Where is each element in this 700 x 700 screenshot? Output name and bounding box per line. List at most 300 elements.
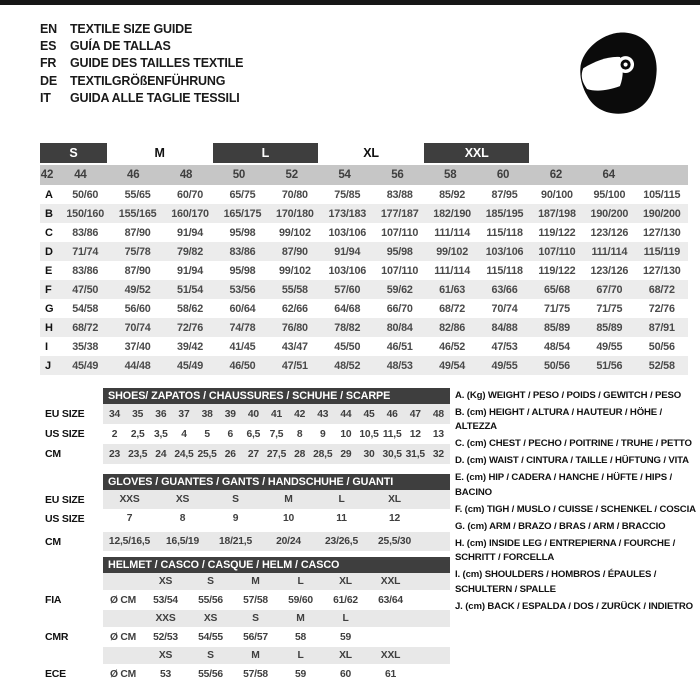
helmet-value: Ø CM [109,631,137,643]
measurement-value: 48/54 [543,340,570,353]
measurement-value: 46/51 [386,340,413,353]
measurement-value: 63/66 [491,283,518,296]
helmet-value: M [296,613,305,624]
measurement-value: 182/190 [433,207,471,220]
measurement-value: 190/200 [642,207,681,220]
measurement-value: 177/187 [380,207,419,220]
measurement-row-values [59,208,688,220]
textile-size-table [40,143,688,375]
measurement-value: 95/98 [386,245,413,258]
numeric-size: 44 [74,169,87,181]
helmet-value: XXL [380,576,401,587]
language-row [40,73,243,90]
gloves-row-values [103,490,450,509]
measurement-row-values [59,284,688,296]
helmet-section-header: HELMET / CASCO / CASQUE / HELM / CASCO [103,557,450,573]
shoes-value: 48 [432,408,444,420]
shoes-value: 27 [247,448,259,460]
helmet-row-values [103,590,450,610]
measurement-value: 68/72 [439,302,466,315]
measurement-row-letter: H [45,321,53,334]
measurement-value: 90/100 [541,188,573,201]
legend-item: A. (Kg) WEIGHT / PESO / POIDS / GEWITCH / PESO [455,390,682,401]
measurement-value: 119/122 [538,226,576,239]
measurement-row-letter: G [45,302,54,315]
top-border-strip [0,0,700,5]
measurement-value: 49/52 [124,283,151,296]
gloves-value: 16,5/19 [166,536,199,547]
helmet-value: S [207,576,214,587]
shoes-value: 31,5 [405,448,425,460]
shoes-value: 26 [224,448,236,460]
shoes-value: 9 [319,428,326,440]
gloves-row [45,532,450,551]
helmet-value: 58 [294,631,307,643]
gloves-value: XL [388,494,401,505]
legend-item: I. (cm) SHOULDERS / HOMBROS / ÉPAULES / SCHULTERN / SPALLE [455,569,657,595]
measurement-value: 84/88 [491,321,518,334]
measurement-value: 190/200 [590,207,629,220]
measurement-row [40,185,688,204]
legend-item: D. (cm) WAIST / CINTURA / TAILLE / HÜFTUNG / VITA [455,455,689,467]
gloves-value: M [284,494,293,505]
helmet-row-values [103,664,450,684]
measurement-value: 99/102 [278,264,311,277]
measurement-value: 45/49 [177,359,204,372]
helmet-value: XL [339,576,352,587]
helmet-value: 55/56 [198,594,223,606]
shoes-rows [45,404,450,464]
measurement-value: 107/110 [538,245,576,258]
legend-item: B. (cm) HEIGHT / ALTURA / HAUTEUR / HÖHE / ALTEZZA [455,407,663,433]
measurement-row-letter: A [45,188,53,201]
measurement-value: 49/55 [596,340,623,353]
measurement-value: 83/86 [72,264,99,277]
shoes-value: 32 [432,448,444,460]
measurement-value: 85/89 [596,321,623,334]
measurement-value: 49/54 [439,359,466,372]
shoes-value: 36 [155,408,167,420]
measurement-row [40,356,688,375]
measurement-value: 35/38 [72,340,99,353]
helmet-value: 59 [339,631,352,643]
measurement-value: 115/118 [486,264,523,277]
racing-helmet-icon [572,24,666,122]
measurement-value: 48/52 [334,359,361,372]
shoes-value: 3,5 [153,428,168,440]
shoes-row-values [103,444,450,464]
legend-item: H. (cm) INSIDE LEG / ENTREPIERNA / FOURCHE / SCHRITT / FORCELLA [455,537,676,564]
measurement-value: 83/88 [386,188,413,201]
shoes-value: 30,5 [382,448,402,460]
measurement-value: 111/114 [434,264,471,277]
helmet-row [45,573,450,590]
measurement-value: 52/58 [648,359,675,372]
numeric-size: 52 [285,169,298,181]
measurement-row-letter: F [45,283,52,296]
measurement-value: 127/130 [642,264,681,277]
shoes-value: 34 [109,408,121,420]
helmet-value: M [251,650,260,661]
measurement-value: 71/75 [596,302,623,315]
shoes-value: 23 [109,448,121,460]
shoes-value: 11,5 [382,428,402,440]
shoes-value: 6,5 [246,428,261,440]
helmet-value: XL [339,650,352,661]
measurement-value: 111/114 [434,226,471,239]
gloves-value: XS [175,494,190,505]
helmet-row [45,590,450,610]
helmet-value: 59 [294,668,307,680]
gloves-value: S [232,494,239,505]
shoes-value: 2 [111,428,118,440]
gloves-row-label: EU SIZE [45,493,85,506]
measurement-value: 72/76 [648,302,675,315]
measurement-value: 115/119 [643,245,680,258]
legend-item: F. (cm) TIGH / MUSLO / CUISSE / SCHENKEL / COSCIA [455,503,696,515]
gloves-value: 20/24 [276,536,301,547]
language-title: GUIDA ALLE TAGLIE TESSILI [70,90,240,105]
shoes-value: 37 [178,408,190,420]
measurement-value: 95/98 [229,264,256,277]
measurement-row-values [59,322,688,334]
helmet-size-section [45,557,450,684]
measurement-value: 45/50 [334,340,361,353]
numeric-size: 62 [549,169,563,181]
measurement-row [40,299,688,318]
shoes-value: 8 [296,428,303,440]
shoes-value: 40 [247,408,259,420]
measurement-value: 39/42 [177,340,204,353]
measurement-value: 68/72 [72,321,99,334]
measurement-value: 87/91 [648,321,675,334]
measurement-value: 60/70 [177,188,204,201]
size-group-label: XL [363,146,379,160]
measurement-row [40,204,688,223]
language-title: TEXTILGRÖßENFÜHRUNG [70,73,226,88]
helmet-value: 55/56 [198,668,223,680]
helmet-row [45,647,450,664]
gloves-rows [45,490,450,551]
helmet-value: L [297,576,304,587]
helmet-row-label: ECE [45,668,66,680]
numeric-size: 64 [602,169,615,181]
numeric-size: 42 [40,169,54,181]
numeric-size: 54 [338,169,351,181]
numeric-size: 50 [232,169,246,181]
language-title: GUIDE DES TAILLES TEXTILE [70,56,244,71]
gloves-value: 9 [232,513,239,524]
measurement-value: 46/52 [439,340,466,353]
measurement-legend [455,389,698,617]
language-title: TEXTILE SIZE GUIDE [70,22,193,36]
shoes-value: 39 [224,408,236,420]
measurement-row-values [59,360,688,372]
language-code: ES [40,39,57,54]
size-group-label: S [40,143,107,163]
shoes-value: 28 [294,448,306,460]
gloves-value: 23/26,5 [325,536,358,547]
measurement-row [40,242,688,261]
legend-item: G. (cm) ARM / BRAZO / BRAS / ARM / BRACCIO [455,520,666,532]
numeric-size-row [40,165,688,185]
measurement-value: 87/90 [124,226,151,239]
measurement-value: 44/48 [124,359,151,372]
helmet-row-values [103,610,450,627]
gloves-value: 8 [179,513,186,524]
helmet-value: 52/53 [153,631,178,643]
measurement-value: 79/82 [177,245,204,258]
measurement-row-values [59,246,688,258]
measurement-row [40,337,688,356]
measurement-value: 71/74 [72,245,99,258]
language-title-list [40,21,243,107]
helmet-value: 63/64 [378,594,403,606]
helmet-value: M [251,576,260,587]
measurement-row [40,223,688,242]
measurement-value: 65/68 [543,283,570,296]
measurement-value: 48/53 [386,359,413,372]
shoes-value: 13 [432,428,444,440]
measurement-value: 67/70 [596,283,623,296]
measurement-row-values [59,265,688,277]
gloves-value: L [338,494,345,505]
shoes-row-label: CM [45,448,61,460]
gloves-row-values [103,509,450,528]
measurement-value: 99/102 [436,245,469,258]
measurement-value: 66/70 [386,302,413,315]
helmet-row [45,610,450,627]
measurement-value: 87/90 [281,245,308,258]
helmet-value: Ø CM [109,594,137,606]
helmet-value: XS [203,613,218,624]
measurement-value: 55/58 [281,283,308,296]
measurement-row [40,318,688,337]
measurement-value: 87/90 [124,264,151,277]
helmet-value: S [207,650,214,661]
measurement-value: 61/63 [439,283,466,296]
shoes-value: 6 [227,428,233,440]
shoes-value: 35 [132,408,144,420]
measurement-row-letter: E [45,264,53,277]
helmet-value: 53 [159,668,172,680]
helmet-value: XXS [155,613,176,624]
measurement-value: 47/50 [72,283,99,296]
size-group-row [40,143,688,165]
measurement-value: 123/126 [590,264,629,277]
helmet-value: XXL [380,650,401,661]
measurement-value: 47/51 [281,359,308,372]
measurement-value: 187/198 [538,207,576,220]
measurement-row-values [59,341,688,353]
helmet-value: 57/58 [243,594,268,606]
measurement-value: 53/56 [229,283,256,296]
shoes-value: 47 [409,408,421,420]
numeric-size: 58 [444,169,457,181]
shoes-value: 41 [270,408,283,420]
helmet-value: 61/62 [333,594,358,606]
helmet-value: 60 [339,668,352,680]
gloves-row [45,509,450,528]
measurement-row-letter: D [45,245,53,258]
helmet-value: S [252,613,259,624]
measurement-value: 75/78 [124,245,151,258]
gloves-value: XXS [119,494,140,505]
shoes-value: 43 [317,408,329,420]
helmet-row-values [103,647,450,664]
measurement-value: 85/92 [439,188,466,201]
helmet-row [45,627,450,647]
measurement-row-values [59,189,688,201]
shoes-value: 46 [386,408,398,420]
gloves-section-header: GLOVES / GUANTES / GANTS / HANDSCHUHE / GUANTI [103,474,450,490]
legend-item: J. (cm) BACK / ESPALDA / DOS / ZURÜCK / INDIETRO [455,600,693,612]
gloves-value: 11 [336,513,347,524]
measurement-value: 59/62 [386,283,413,296]
measurement-value: 119/122 [538,264,576,277]
measurement-row-letter: B [45,207,53,220]
measurement-value: 165/175 [223,207,262,220]
measurement-row [40,261,688,280]
shoes-size-section [45,388,450,464]
shoes-value: 28,5 [313,448,333,460]
measurement-value: 46/50 [229,359,256,372]
shoes-value: 7,5 [269,428,284,440]
helmet-value: XS [158,576,173,587]
helmet-value: XS [158,650,173,661]
language-row [40,38,243,55]
shoes-value: 23,5 [128,448,148,460]
legend-item: C. (cm) CHEST / PECHO / POITRINE / TRUHE / PETTO [455,438,692,450]
measurement-value: 82/86 [439,321,466,334]
measurement-value: 72/76 [177,321,204,334]
gloves-row-label: US SIZE [45,512,85,525]
measurement-value: 75/85 [334,188,361,201]
measurement-value: 64/68 [334,302,361,315]
helmet-rows [45,573,450,684]
shoes-value: 2,5 [130,428,145,440]
measurement-value: 91/94 [177,264,204,277]
measurement-value: 185/195 [485,207,524,220]
gloves-row [45,490,450,509]
helmet-value: 59/60 [288,594,313,606]
helmet-value: L [342,613,349,624]
size-group-label: L [213,143,319,163]
measurement-value: 47/53 [491,340,518,353]
gloves-value: 7 [126,513,133,524]
helmet-value: L [297,650,304,661]
measurement-row-letter: I [45,340,48,353]
numeric-size: 60 [496,169,510,181]
language-code: DE [40,73,57,88]
helmet-row-label: CMR [45,631,69,643]
helmet-value: 57/58 [243,668,268,680]
shoes-value: 29 [340,448,352,460]
measurement-value: 160/170 [171,207,209,220]
gloves-value: 12,5/16,5 [108,536,151,547]
measurement-value: 70/74 [124,321,151,334]
measurement-value: 62/66 [281,302,308,315]
shoes-row-values [103,404,450,424]
helmet-value: 53/54 [153,594,178,606]
shoes-value: 10,5 [359,428,379,440]
measurement-value: 103/106 [485,245,524,258]
helmet-value: 61 [384,668,397,680]
gloves-value: 18/21,5 [219,536,252,547]
language-row [40,21,243,38]
measurement-value: 51/54 [177,283,204,296]
language-code: EN [40,22,57,36]
measurement-value: 87/95 [491,188,518,201]
shoes-row-values [103,424,450,444]
gloves-value: 10 [282,513,295,524]
shoes-value: 25,5 [197,448,217,460]
measurement-value: 57/60 [334,283,361,296]
helmet-value: 54/55 [198,631,223,643]
measurement-value: 45/49 [72,359,99,372]
measurement-row-values [59,303,688,315]
measurement-value: 43/47 [281,340,308,353]
gloves-row-label: CM [45,535,61,548]
gloves-value: 12 [388,513,401,524]
measurement-value: 54/58 [72,302,99,315]
measurement-value: 78/82 [334,321,361,334]
measurement-value: 50/56 [648,340,675,353]
measurement-value: 51/56 [596,359,623,372]
measurement-row [40,280,688,299]
measurement-value: 50/56 [543,359,570,372]
measurement-value: 58/62 [177,302,204,315]
measurement-value: 103/106 [328,226,367,239]
measurement-value: 123/126 [590,226,629,239]
measurement-value: 115/118 [486,226,523,239]
measurement-value: 60/64 [229,302,256,315]
size-group-label: XXL [424,143,530,163]
language-code: IT [40,90,51,105]
measurement-value: 76/80 [281,321,308,334]
measurement-value: 95/98 [229,226,256,239]
shoes-value: 38 [201,408,213,420]
measurement-value: 150/160 [66,207,105,220]
language-row [40,90,243,107]
measurement-value: 74/78 [229,321,256,334]
measurement-row-letter: C [45,226,53,239]
measurement-row-values [59,227,688,239]
language-title: GUÍA DE TALLAS [70,39,171,54]
measurement-value: 80/84 [386,321,413,334]
measurement-value: 56/60 [124,302,151,315]
measurement-value: 37/40 [124,340,151,353]
helmet-row [45,664,450,684]
measurement-value: 41/45 [229,340,256,353]
shoes-row-label: EU SIZE [45,408,85,420]
measurement-value: 155/165 [118,207,157,220]
shoes-value: 10 [340,428,352,440]
measurement-value: 111/114 [591,245,628,258]
numeric-size: 46 [127,169,140,181]
measurement-value: 103/106 [328,264,367,277]
measurement-value: 107/110 [381,226,419,239]
measurement-value: 127/130 [642,226,681,239]
language-row [40,55,243,72]
measurement-value: 83/86 [229,245,256,258]
shoes-row [45,444,450,464]
shoes-value: 24 [155,448,167,460]
shoes-value: 42 [294,408,306,420]
measurement-value: 50/60 [72,188,99,201]
measurement-value: 85/89 [543,321,570,334]
gloves-size-section [45,474,450,551]
